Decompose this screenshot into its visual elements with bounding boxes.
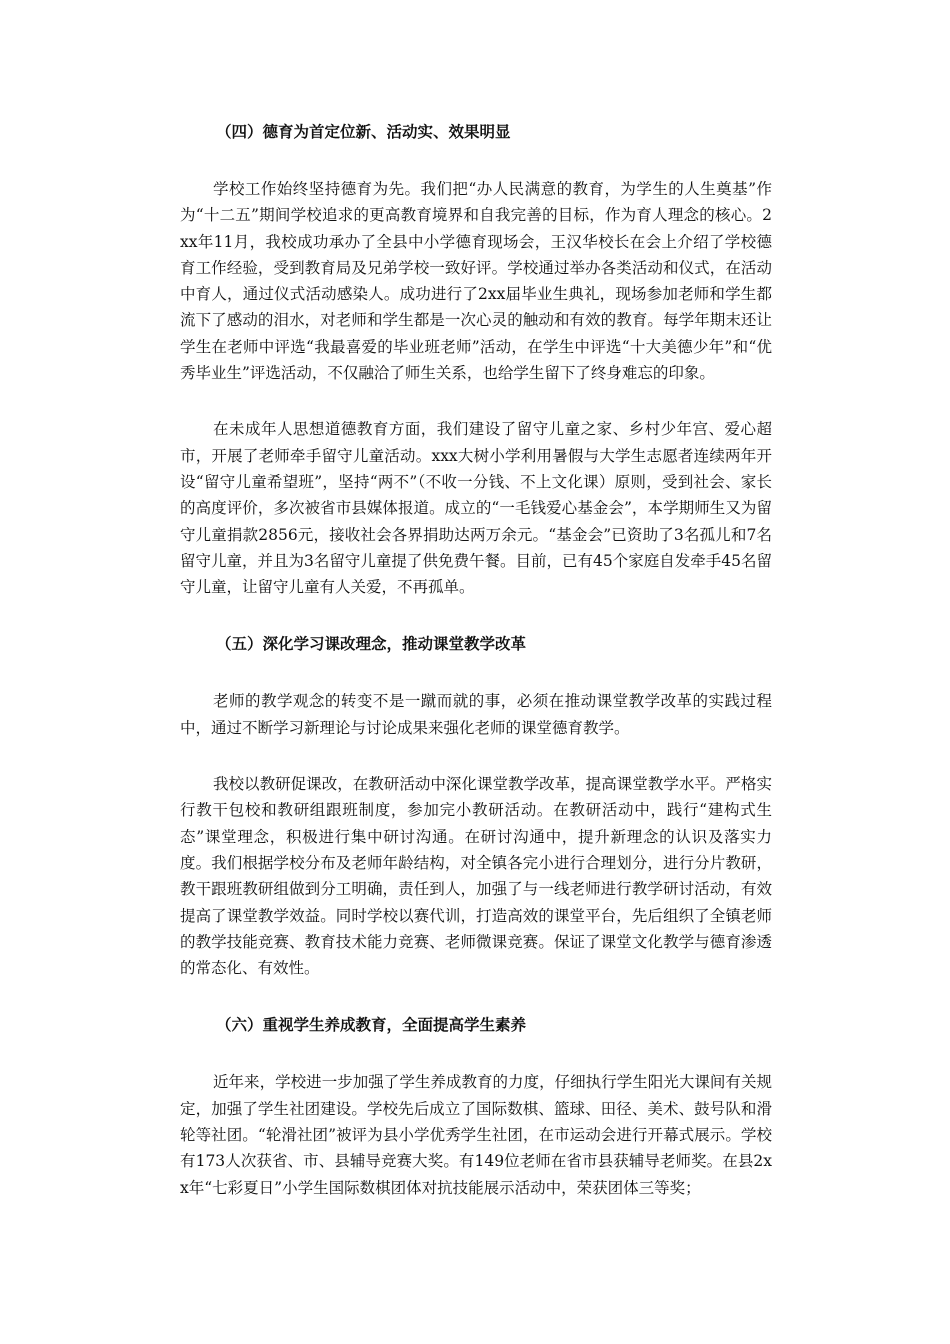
section-4-paragraph-1: 学校工作始终坚持德育为先。我们把“办人民满意的教育，为学生的人生奠基”作为“十二五”期间学校追求的更高教育境界和自我完善的目标，作为育人理念的核心。2xx年11月，我校成功承办了全县中小学德育现场会，王汉华校长在会上介绍了学校德育工作经验，受到教育局及兄弟学校一致好评。学校通过举办各类活动和仪式，在活动中育人，通过仪式活动感染人。成功进行了2xx届毕业生典礼，现场参加老师和学生都流下了感动的泪水，对老师和学生都是一次心灵的触动和有效的教育。每学年期末还让学生在老师中评选“我最喜爱的毕业班老师”活动，在学生中评选“十大美德少年”和“优秀毕业生”评选活动，不仅融洽了师生关系，也给学生留下了终身难忘的印象。: [180, 180, 772, 383]
document-page: [180, 118, 772, 1201]
section-4-paragraph-2: 在未成年人思想道德教育方面，我们建设了留守儿童之家、乡村少年宫、爱心超市，开展了老师牵手留守儿童活动。xxx大树小学利用暑假与大学生志愿者连续两年开设“留守儿童希望班”，坚持“两不”（不收一分钱、不上文化课）原则，受到社会、家长的高度评价，多次被省市县媒体报道。成立的“一毛钱爱心基金会”，本学期师生又为留守儿童捐款2856元，接收社会各界捐助达两万余元。“基金会”已资助了3名孤儿和7名留守儿童，并且为3名留守儿童提了供免费午餐。目前，已有45个家庭自发牵手45名留守儿童，让留守儿童有人关爱，不再孤单。: [180, 420, 772, 597]
section-heading-5: （五）深化学习课改理念，推动课堂教学改革: [216, 634, 527, 654]
section-5-paragraph-1: 老师的教学观念的转变不是一蹴而就的事，必须在推动课堂教学改革的实践过程中，通过不断学习新理论与讨论成果来强化老师的课堂德育教学。: [180, 692, 772, 737]
section-heading-6: （六）重视学生养成教育，全面提高学生素养: [216, 1015, 527, 1035]
section-5-paragraph-2: 我校以教研促课改，在教研活动中深化课堂教学改革，提高课堂教学水平。严格实行教干包校和教研组跟班制度，参加完小教研活动。在教研活动中，践行“建构式生态”课堂理念，积极进行集中研讨沟通。在研讨沟通中，提升新理念的认识及落实力度。我们根据学校分布及老师年龄结构，对全镇各完小进行合理划分，进行分片教研，教干跟班教研组做到分工明确，责任到人，加强了与一线老师进行教学研讨活动，有效提高了课堂教学效益。同时学校以赛代训，打造高效的课堂平台，先后组织了全镇老师的教学技能竞赛、教育技术能力竞赛、老师微课竞赛。保证了课堂文化教学与德育渗透的常态化、有效性。: [180, 775, 772, 978]
section-heading-4: （四）德育为首定位新、活动实、效果明显: [216, 122, 511, 141]
section-6-paragraph-1: 近年来，学校进一步加强了学生养成教育的力度，仔细执行学生阳光大课间有关规定，加强了学生社团建设。学校先后成立了国际数棋、篮球、田径、美术、鼓号队和滑轮等社团。“轮滑社团”被评为县小学优秀学生社团，在市运动会进行开幕式展示。学校有173人次获省、市、县辅导竞赛大奖。有149位老师在省市县获辅导老师奖。在县2xx年“七彩夏日”小学生国际数棋团体对抗技能展示活动中，荣获团体三等奖；: [180, 1073, 772, 1197]
